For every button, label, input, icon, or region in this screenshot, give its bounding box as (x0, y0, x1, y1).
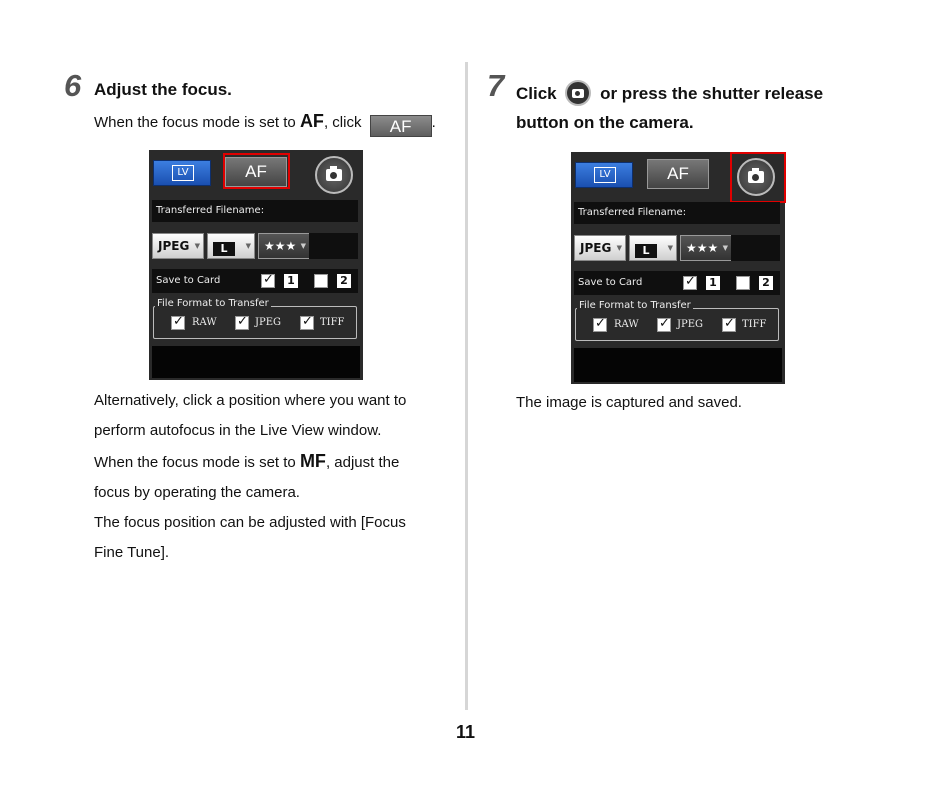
step-7-title (516, 80, 823, 106)
step-6-number: 6 (64, 68, 82, 103)
page-number: 11 (456, 722, 476, 742)
mf-mode-label: MF (299, 451, 326, 471)
step-6-paragraph (94, 386, 406, 568)
tiff-label: TIFF (320, 317, 345, 328)
jpeg-label: JPEG (255, 317, 282, 328)
save-to-card-label: Save to Card (156, 275, 221, 286)
lv-label: LV (172, 165, 194, 181)
chevron-down-icon: ▼ (245, 242, 251, 250)
chevron-down-icon: ▼ (616, 244, 622, 252)
af-button-image: AF (370, 115, 432, 137)
raw-checkbox[interactable] (171, 316, 185, 330)
step-6-instruction (94, 106, 436, 138)
jpeg-checkbox[interactable] (235, 316, 249, 330)
column-divider (465, 62, 468, 710)
slot1-checkbox[interactable] (683, 276, 697, 290)
size-select[interactable] (629, 235, 677, 261)
quality-select[interactable] (258, 233, 310, 259)
raw-label: RAW (614, 319, 639, 330)
camera-icon (565, 80, 591, 106)
quality-select[interactable] (680, 235, 732, 261)
tiff-checkbox[interactable] (300, 316, 314, 330)
live-view-button[interactable] (153, 160, 211, 186)
slot1-label: 1 (706, 276, 720, 290)
instruction-text: . (431, 114, 436, 131)
size-value: L (213, 242, 235, 256)
chevron-down-icon: ▼ (300, 242, 306, 250)
quality-value: ★★★ (686, 241, 719, 255)
panel-bottom-area (152, 346, 360, 378)
transferred-filename-label: Transferred Filename: (152, 200, 358, 222)
slot2-label: 2 (337, 274, 351, 288)
chevron-down-icon: ▼ (722, 244, 728, 252)
shutter-button[interactable] (315, 156, 353, 194)
camera-control-panel-1 (149, 150, 363, 380)
shutter-button-highlight (730, 152, 786, 203)
instruction-text: , click (323, 114, 366, 131)
title-text: Click (516, 84, 562, 103)
paragraph-line: The focus position can be adjusted with [Focus (94, 514, 406, 531)
format-value: JPEG (158, 239, 190, 253)
select-row-filler (731, 235, 780, 261)
tiff-checkbox[interactable] (722, 318, 736, 332)
paragraph-text: , adjust the (325, 454, 400, 471)
slot2-label: 2 (759, 276, 773, 290)
panel-bottom-area (574, 348, 782, 382)
af-button[interactable]: AF (225, 157, 287, 187)
step-6-title: Adjust the focus. (94, 80, 232, 99)
select-row-filler (309, 233, 358, 259)
slot1-checkbox[interactable] (261, 274, 275, 288)
slot2-checkbox[interactable] (314, 274, 328, 288)
paragraph-text: When the focus mode is set to (94, 454, 300, 471)
lv-label: LV (594, 167, 616, 183)
paragraph-line: perform autofocus in the Live View window. (94, 422, 382, 439)
file-format-title: File Format to Transfer (157, 298, 269, 309)
size-select[interactable] (207, 233, 255, 259)
slot2-checkbox[interactable] (736, 276, 750, 290)
af-mode-label: AF (299, 111, 324, 131)
tiff-label: TIFF (742, 319, 767, 330)
step-7-title-line2: button on the camera. (516, 113, 694, 132)
af-button-highlight (223, 153, 290, 189)
live-view-button[interactable] (575, 162, 633, 188)
jpeg-label: JPEG (677, 319, 704, 330)
jpeg-checkbox[interactable] (657, 318, 671, 332)
save-to-card-label: Save to Card (578, 277, 643, 288)
file-format-title: File Format to Transfer (579, 300, 691, 311)
raw-checkbox[interactable] (593, 318, 607, 332)
raw-label: RAW (192, 317, 217, 328)
format-select[interactable] (574, 235, 626, 261)
slot1-label: 1 (284, 274, 298, 288)
instruction-text: When the focus mode is set to (94, 114, 300, 131)
format-select[interactable] (152, 233, 204, 259)
chevron-down-icon: ▼ (667, 244, 673, 252)
camera-control-panel-2 (571, 152, 785, 384)
quality-value: ★★★ (264, 239, 297, 253)
step-7-number: 7 (487, 68, 505, 103)
step-7-caption: The image is captured and saved. (516, 394, 742, 411)
size-value: L (635, 244, 657, 258)
paragraph-line (94, 446, 406, 478)
transferred-filename-label: Transferred Filename: (574, 202, 780, 224)
title-text: or press the shutter release (595, 84, 824, 103)
chevron-down-icon: ▼ (194, 242, 200, 250)
paragraph-line: Fine Tune]. (94, 544, 170, 561)
format-value: JPEG (580, 241, 612, 255)
paragraph-line: focus by operating the camera. (94, 484, 300, 501)
paragraph-line: Alternatively, click a position where you want to (94, 392, 407, 409)
af-button[interactable]: AF (647, 159, 709, 189)
